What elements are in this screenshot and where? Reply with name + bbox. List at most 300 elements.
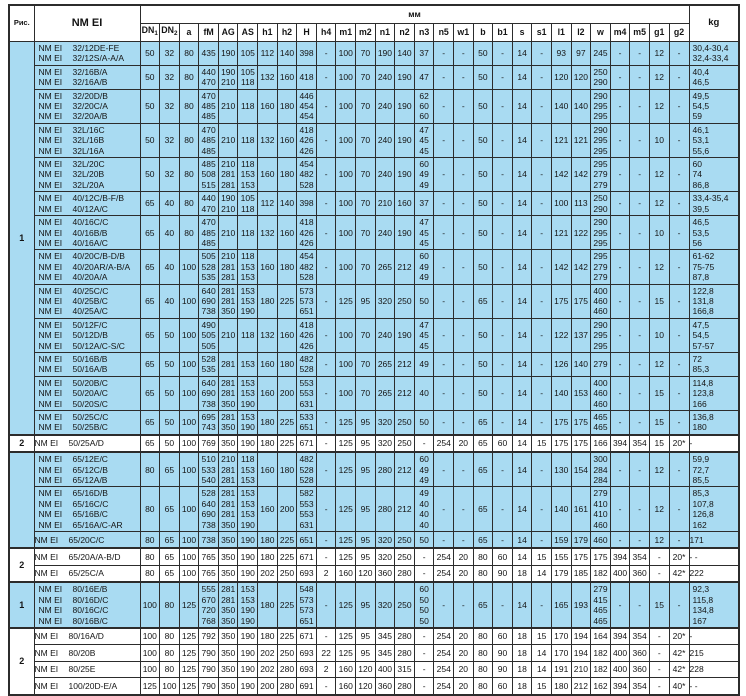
model-cell: NM EI 65/20C/C bbox=[34, 532, 140, 549]
cell-n1: 320 bbox=[375, 284, 395, 318]
cell-kg: - bbox=[689, 435, 739, 452]
cell-h1: 160 bbox=[258, 158, 278, 192]
cell-m1: 100 bbox=[336, 250, 356, 284]
cell-m4: 400 bbox=[610, 565, 630, 582]
table-row bbox=[9, 452, 739, 487]
cell-g2: - bbox=[669, 42, 689, 66]
cell-m2: 70 bbox=[356, 352, 376, 376]
cell-as: 190 bbox=[238, 645, 258, 661]
cell-m5: - bbox=[630, 352, 650, 376]
cell-l2: 175 bbox=[571, 435, 591, 452]
cell-dn1: 100 bbox=[140, 628, 160, 645]
cell-g2: - bbox=[669, 158, 689, 192]
cell-s1: 15 bbox=[532, 628, 552, 645]
cell-h2: 140 bbox=[277, 42, 297, 66]
cell-a: 80 bbox=[179, 192, 199, 216]
cell-n5: - bbox=[434, 452, 454, 487]
cell-m2: 70 bbox=[356, 158, 376, 192]
cell-m1: 125 bbox=[336, 582, 356, 628]
cell-m4: 394 bbox=[610, 435, 630, 452]
cell-a: 100 bbox=[179, 452, 199, 487]
cell-h4: - bbox=[316, 487, 336, 532]
cell-b: 65 bbox=[473, 582, 493, 628]
cell-w1: - bbox=[454, 284, 474, 318]
cell-s1: 15 bbox=[532, 435, 552, 452]
cell-n2: 212 bbox=[395, 352, 415, 376]
cell-s1: 14 bbox=[532, 565, 552, 582]
cell-ag: 281 281 281 350 bbox=[218, 487, 238, 532]
cell-n1: 345 bbox=[375, 628, 395, 645]
cell-n2: 190 bbox=[395, 89, 415, 123]
cell-h4: - bbox=[316, 318, 336, 352]
cell-h: 693 bbox=[297, 661, 317, 677]
cell-b1: - bbox=[493, 452, 513, 487]
cell-m5: - bbox=[630, 376, 650, 410]
cell-w: 245 bbox=[591, 42, 611, 66]
col-header-s1: s1 bbox=[532, 24, 552, 42]
cell-m5: - bbox=[630, 284, 650, 318]
cell-m1: 160 bbox=[336, 661, 356, 677]
cell-l1: 142 bbox=[551, 158, 571, 192]
cell-dn2: 65 bbox=[160, 452, 180, 487]
table-row bbox=[9, 661, 739, 677]
cell-m2: 70 bbox=[356, 42, 376, 66]
col-header-l1: l1 bbox=[551, 24, 571, 42]
cell-h: 418 426 426 bbox=[297, 318, 317, 352]
cell-b1: 60 bbox=[493, 548, 513, 565]
cell-as: 105 bbox=[238, 42, 258, 66]
cell-ag: 281 281 350 bbox=[218, 284, 238, 318]
cell-n3: - bbox=[414, 678, 434, 695]
cell-h: 446 454 454 bbox=[297, 89, 317, 123]
model-cell: NM EI 65/12E/C NM EI 65/12C/B NM EI 65/12A/B bbox=[34, 452, 140, 487]
cell-m5: - bbox=[630, 42, 650, 66]
cell-s: 18 bbox=[512, 661, 532, 677]
cell-s: 14 bbox=[512, 216, 532, 250]
cell-b1: - bbox=[493, 250, 513, 284]
table-row bbox=[9, 158, 739, 192]
cell-l2: 175 bbox=[571, 548, 591, 565]
cell-n3: 37 bbox=[414, 42, 434, 66]
cell-s: 18 bbox=[512, 628, 532, 645]
cell-n1: 280 bbox=[375, 452, 395, 487]
cell-m2: 95 bbox=[356, 582, 376, 628]
col-header-g1: g1 bbox=[649, 24, 669, 42]
cell-w1: - bbox=[454, 250, 474, 284]
cell-n1: 240 bbox=[375, 216, 395, 250]
cell-g2: 20* bbox=[669, 548, 689, 565]
cell-h1: 132 bbox=[258, 65, 278, 89]
cell-b: 50 bbox=[473, 158, 493, 192]
cell-l1: 121 bbox=[551, 123, 571, 157]
cell-n5: 254 bbox=[434, 661, 454, 677]
cell-l1: 175 bbox=[551, 411, 571, 435]
cell-s: 14 bbox=[512, 452, 532, 487]
cell-n1: 320 bbox=[375, 582, 395, 628]
cell-l1: 155 bbox=[551, 548, 571, 565]
cell-l2: 113 bbox=[571, 192, 591, 216]
cell-h2: 160 bbox=[277, 318, 297, 352]
cell-m2: 120 bbox=[356, 678, 376, 695]
cell-b: 65 bbox=[473, 452, 493, 487]
model-cell: NM EI 50/25C/C NM EI 50/25B/C bbox=[34, 411, 140, 435]
cell-s1: - bbox=[532, 65, 552, 89]
cell-fm: 555 670 720 768 bbox=[199, 582, 219, 628]
cell-l2: 161 bbox=[571, 487, 591, 532]
cell-s: 14 bbox=[512, 582, 532, 628]
cell-s1: - bbox=[532, 532, 552, 549]
cell-dn2: 32 bbox=[160, 123, 180, 157]
cell-h1: 160 bbox=[258, 376, 278, 410]
cell-g1: 12 bbox=[649, 532, 669, 549]
cell-m2: 95 bbox=[356, 284, 376, 318]
cell-kg: 228 bbox=[689, 661, 739, 677]
cell-l1: 140 bbox=[551, 376, 571, 410]
cell-n3: 50 bbox=[414, 532, 434, 549]
cell-h: 418 426 426 bbox=[297, 123, 317, 157]
cell-m5: 354 bbox=[630, 548, 650, 565]
cell-n5: - bbox=[434, 352, 454, 376]
cell-g1: 10 bbox=[649, 318, 669, 352]
cell-n5: 254 bbox=[434, 435, 454, 452]
cell-n3: - bbox=[414, 435, 434, 452]
cell-m2: 95 bbox=[356, 532, 376, 549]
cell-l2: 97 bbox=[571, 42, 591, 66]
cell-dn1: 65 bbox=[140, 318, 160, 352]
cell-m5: - bbox=[630, 192, 650, 216]
cell-kg: - - bbox=[689, 548, 739, 565]
cell-h4: 2 bbox=[316, 661, 336, 677]
cell-h1: 132 bbox=[258, 123, 278, 157]
cell-n5: 254 bbox=[434, 548, 454, 565]
cell-as: 190 bbox=[238, 548, 258, 565]
cell-n2: 280 bbox=[395, 628, 415, 645]
cell-ag: 350 bbox=[218, 565, 238, 582]
cell-m5: - bbox=[630, 582, 650, 628]
cell-b: 50 bbox=[473, 318, 493, 352]
table-row bbox=[9, 565, 739, 582]
col-header-n3: n3 bbox=[414, 24, 434, 42]
cell-n5: - bbox=[434, 158, 454, 192]
cell-dn2: 80 bbox=[160, 628, 180, 645]
cell-m5: - bbox=[630, 318, 650, 352]
cell-as: 118 153 153 bbox=[238, 250, 258, 284]
cell-l1: 179 bbox=[551, 565, 571, 582]
cell-b: 50 bbox=[473, 192, 493, 216]
cell-as: 118 bbox=[238, 89, 258, 123]
cell-as: 190 bbox=[238, 565, 258, 582]
cell-w1: 20 bbox=[454, 678, 474, 695]
cell-n3: 60 49 49 bbox=[414, 452, 434, 487]
col-header-h2: h2 bbox=[277, 24, 297, 42]
cell-b1: - bbox=[493, 532, 513, 549]
cell-m1: 125 bbox=[336, 284, 356, 318]
cell-m4: - bbox=[610, 216, 630, 250]
col-header-dn2: $DN_2$ bbox=[160, 24, 180, 42]
cell-b1: - bbox=[493, 582, 513, 628]
cell-fm: 769 bbox=[199, 435, 219, 452]
cell-s: 14 bbox=[512, 192, 532, 216]
cell-a: 100 bbox=[179, 532, 199, 549]
cell-b: 50 bbox=[473, 42, 493, 66]
cell-dn1: 80 bbox=[140, 487, 160, 532]
cell-ag: 190 210 bbox=[218, 65, 238, 89]
cell-w1: 20 bbox=[454, 645, 474, 661]
cell-s: 14 bbox=[512, 42, 532, 66]
col-header-l2: l2 bbox=[571, 24, 591, 42]
cell-as: 190 bbox=[238, 661, 258, 677]
cell-m5: - bbox=[630, 532, 650, 549]
cell-m1: 125 bbox=[336, 548, 356, 565]
cell-g2: - bbox=[669, 532, 689, 549]
cell-h: 548 573 573 651 bbox=[297, 582, 317, 628]
cell-kg: 114,8 123,8 166 bbox=[689, 376, 739, 410]
table-row bbox=[9, 678, 739, 695]
cell-ag: 210 281 281 bbox=[218, 452, 238, 487]
col-header-m5: m5 bbox=[630, 24, 650, 42]
cell-g2: - bbox=[669, 65, 689, 89]
cell-h: 454 482 528 bbox=[297, 250, 317, 284]
cell-h: 693 bbox=[297, 645, 317, 661]
cell-n3: 49 bbox=[414, 352, 434, 376]
cell-l2: 179 bbox=[571, 532, 591, 549]
cell-h1: 160 bbox=[258, 250, 278, 284]
cell-g1: 15 bbox=[649, 582, 669, 628]
cell-m5: 360 bbox=[630, 645, 650, 661]
cell-dn1: 65 bbox=[140, 250, 160, 284]
cell-ag: 190 bbox=[218, 42, 238, 66]
cell-m5: - bbox=[630, 216, 650, 250]
cell-b: 50 bbox=[473, 216, 493, 250]
cell-g2: - bbox=[669, 318, 689, 352]
cell-s: 14 bbox=[512, 532, 532, 549]
cell-h4: - bbox=[316, 411, 336, 435]
cell-w1: 20 bbox=[454, 435, 474, 452]
cell-ag: 350 bbox=[218, 532, 238, 549]
cell-a: 100 bbox=[179, 548, 199, 565]
cell-l1: 175 bbox=[551, 284, 571, 318]
cell-n1: 240 bbox=[375, 158, 395, 192]
cell-w: 300 284 284 bbox=[591, 452, 611, 487]
cell-h2: 225 bbox=[277, 411, 297, 435]
cell-m1: 100 bbox=[336, 158, 356, 192]
cell-h2: 225 bbox=[277, 548, 297, 565]
cell-dn2: 32 bbox=[160, 65, 180, 89]
cell-b1: - bbox=[493, 318, 513, 352]
cell-b: 65 bbox=[473, 411, 493, 435]
cell-m1: 100 bbox=[336, 192, 356, 216]
cell-ag: 350 bbox=[218, 435, 238, 452]
cell-m2: 95 bbox=[356, 645, 376, 661]
cell-s: 14 bbox=[512, 411, 532, 435]
cell-m4: 400 bbox=[610, 661, 630, 677]
cell-l2: 142 bbox=[571, 250, 591, 284]
cell-ag: 210 bbox=[218, 89, 238, 123]
model-cell: NM EI 100/20D-E/A bbox=[34, 678, 140, 695]
table-row bbox=[9, 318, 739, 352]
cell-fm: 765 bbox=[199, 548, 219, 565]
cell-fm: 490 505 505 bbox=[199, 318, 219, 352]
cell-h4: - bbox=[316, 42, 336, 66]
cell-h: 553 553 631 bbox=[297, 376, 317, 410]
cell-dn2: 50 bbox=[160, 376, 180, 410]
cell-m5: 360 bbox=[630, 661, 650, 677]
col-header-h4: h4 bbox=[316, 24, 336, 42]
col-header-m1: m1 bbox=[336, 24, 356, 42]
cell-n2: 212 bbox=[395, 452, 415, 487]
cell-h4: - bbox=[316, 582, 336, 628]
table-row bbox=[9, 411, 739, 435]
cell-ag: 281 281 350 350 bbox=[218, 582, 238, 628]
col-header-n1: n1 bbox=[375, 24, 395, 42]
cell-h2: 180 bbox=[277, 452, 297, 487]
cell-n2: 190 bbox=[395, 65, 415, 89]
cell-n2: 315 bbox=[395, 661, 415, 677]
cell-b1: - bbox=[493, 192, 513, 216]
cell-g1: 12 bbox=[649, 192, 669, 216]
cell-h1: 160 bbox=[258, 352, 278, 376]
cell-dn1: 65 bbox=[140, 352, 160, 376]
cell-m2: 70 bbox=[356, 123, 376, 157]
cell-w: 400 460 460 bbox=[591, 376, 611, 410]
cell-ag: 210 bbox=[218, 318, 238, 352]
cell-m1: 100 bbox=[336, 89, 356, 123]
cell-m1: 100 bbox=[336, 123, 356, 157]
cell-m4: - bbox=[610, 411, 630, 435]
cell-n1: 320 bbox=[375, 411, 395, 435]
cell-b1: 90 bbox=[493, 661, 513, 677]
cell-dn1: 65 bbox=[140, 376, 160, 410]
cell-g1: 12 bbox=[649, 250, 669, 284]
cell-w1: - bbox=[454, 411, 474, 435]
cell-n3: 47 45 45 bbox=[414, 216, 434, 250]
cell-w: 290 295 295 bbox=[591, 216, 611, 250]
cell-s1: - bbox=[532, 411, 552, 435]
cell-g1: 15 bbox=[649, 376, 669, 410]
cell-m2: 95 bbox=[356, 411, 376, 435]
cell-n1: 400 bbox=[375, 661, 395, 677]
table-row bbox=[9, 532, 739, 549]
cell-n2: 250 bbox=[395, 582, 415, 628]
cell-w1: - bbox=[454, 65, 474, 89]
cell-fm: 528 640 690 738 bbox=[199, 487, 219, 532]
cell-h4: - bbox=[316, 628, 336, 645]
cell-h: 573 573 651 bbox=[297, 284, 317, 318]
cell-m1: 160 bbox=[336, 678, 356, 695]
cell-b: 80 bbox=[473, 548, 493, 565]
cell-h4: 22 bbox=[316, 645, 336, 661]
cell-w1: 20 bbox=[454, 628, 474, 645]
cell-fm: 790 bbox=[199, 661, 219, 677]
model-cell: NM EI 40/25C/C NM EI 40/25B/C NM EI 40/25A/C bbox=[34, 284, 140, 318]
model-cell: NM EI 80/20B bbox=[34, 645, 140, 661]
cell-b: 50 bbox=[473, 376, 493, 410]
cell-h: 533 651 bbox=[297, 411, 317, 435]
cell-s1: - bbox=[532, 250, 552, 284]
cell-ag: 210 bbox=[218, 123, 238, 157]
cell-w: 279 410 410 460 bbox=[591, 487, 611, 532]
table-row bbox=[9, 628, 739, 645]
cell-n3: 60 49 49 bbox=[414, 158, 434, 192]
cell-dn2: 40 bbox=[160, 216, 180, 250]
cell-dn1: 65 bbox=[140, 216, 160, 250]
cell-m1: 125 bbox=[336, 645, 356, 661]
cell-g2: - bbox=[669, 487, 689, 532]
cell-h: 418 bbox=[297, 65, 317, 89]
cell-l2: 140 bbox=[571, 89, 591, 123]
cell-kg: 33,4-35,4 39,5 bbox=[689, 192, 739, 216]
model-cell: NM EI 65/25C/A bbox=[34, 565, 140, 582]
cell-g1: 12 bbox=[649, 158, 669, 192]
table-row bbox=[9, 487, 739, 532]
cell-n1: 280 bbox=[375, 487, 395, 532]
cell-b: 80 bbox=[473, 678, 493, 695]
cell-l2: 185 bbox=[571, 565, 591, 582]
cell-n5: - bbox=[434, 89, 454, 123]
cell-l2: 193 bbox=[571, 582, 591, 628]
cell-a: 100 bbox=[179, 376, 199, 410]
cell-a: 80 bbox=[179, 65, 199, 89]
table-body bbox=[9, 42, 739, 695]
cell-h4: - bbox=[316, 123, 336, 157]
cell-kg: 61-62 75-75 87,8 bbox=[689, 250, 739, 284]
cell-dn1: 65 bbox=[140, 411, 160, 435]
cell-n5: - bbox=[434, 532, 454, 549]
col-header-n5: n5 bbox=[434, 24, 454, 42]
cell-h2: 160 bbox=[277, 65, 297, 89]
cell-h: 398 bbox=[297, 192, 317, 216]
cell-l1: 140 bbox=[551, 89, 571, 123]
cell-n2: 250 bbox=[395, 548, 415, 565]
cell-b1: 60 bbox=[493, 435, 513, 452]
cell-ag: 210 281 281 bbox=[218, 250, 238, 284]
model-cell: NM EI 80/25E bbox=[34, 661, 140, 677]
cell-n1: 265 bbox=[375, 250, 395, 284]
model-cell: NM EI 65/16D/B NM EI 65/16C/C NM EI 65/16B/C NM EI 65/16A/C-AR bbox=[34, 487, 140, 532]
cell-m2: 120 bbox=[356, 565, 376, 582]
cell-fm: 695 743 bbox=[199, 411, 219, 435]
cell-a: 100 bbox=[179, 352, 199, 376]
cell-l1: 100 bbox=[551, 192, 571, 216]
cell-w1: - bbox=[454, 89, 474, 123]
cell-as: 153 190 bbox=[238, 411, 258, 435]
col-header-m4: m4 bbox=[610, 24, 630, 42]
cell-h2: 280 bbox=[277, 678, 297, 695]
cell-b1: 90 bbox=[493, 645, 513, 661]
cell-dn2: 65 bbox=[160, 548, 180, 565]
cell-n5: 254 bbox=[434, 678, 454, 695]
cell-n2: 190 bbox=[395, 158, 415, 192]
table-row bbox=[9, 192, 739, 216]
table-row bbox=[9, 216, 739, 250]
cell-n5: 254 bbox=[434, 645, 454, 661]
cell-n2: 250 bbox=[395, 284, 415, 318]
cell-w1: - bbox=[454, 376, 474, 410]
cell-h1: 202 bbox=[258, 645, 278, 661]
cell-dn2: 32 bbox=[160, 89, 180, 123]
cell-n2: 280 bbox=[395, 645, 415, 661]
cell-fm: 765 bbox=[199, 565, 219, 582]
cell-w: 295 279 279 bbox=[591, 158, 611, 192]
cell-w: 182 bbox=[591, 661, 611, 677]
cell-w1: 20 bbox=[454, 661, 474, 677]
cell-g1: - bbox=[649, 565, 669, 582]
cell-a: 100 bbox=[179, 284, 199, 318]
cell-n5: - bbox=[434, 250, 454, 284]
cell-s: 18 bbox=[512, 645, 532, 661]
cell-l2: 137 bbox=[571, 318, 591, 352]
cell-l2: 122 bbox=[571, 216, 591, 250]
